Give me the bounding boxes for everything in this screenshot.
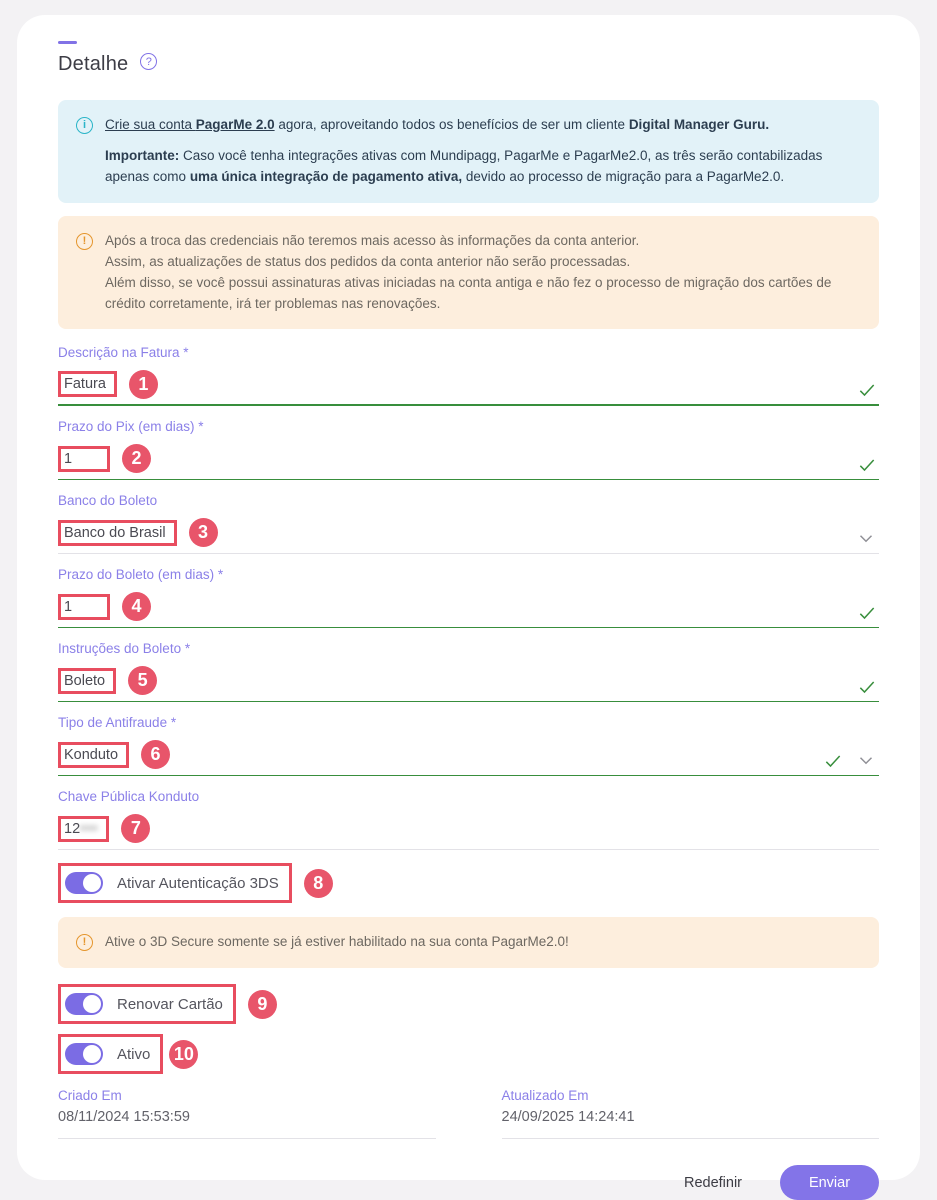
antifraud-type-select[interactable]: Konduto bbox=[64, 746, 119, 763]
boleto-instructions-input[interactable]: Boleto bbox=[64, 672, 106, 689]
annotation-rect-1 bbox=[58, 371, 117, 397]
updated-at-label: Atualizado Em bbox=[501, 1088, 589, 1104]
chevron-down-icon[interactable] bbox=[855, 749, 877, 771]
title-accent-dash bbox=[58, 41, 77, 44]
annotation-rect-8 bbox=[58, 863, 292, 903]
reset-button[interactable]: Redefinir bbox=[683, 1174, 742, 1191]
annotation-badge-8: 8 bbox=[304, 869, 333, 898]
invoice-description-input[interactable]: Fatura bbox=[64, 376, 106, 393]
field-label: Tipo de Antifraude * bbox=[58, 715, 177, 731]
created-at-label: Criado Em bbox=[58, 1088, 122, 1104]
toggle-label: Ativar Autenticação 3DS bbox=[117, 874, 279, 892]
info-icon: i bbox=[76, 117, 93, 134]
valid-check-icon bbox=[857, 380, 877, 400]
field-boleto-deadline bbox=[58, 567, 879, 628]
valid-check-icon bbox=[857, 603, 877, 623]
page-header bbox=[58, 41, 894, 76]
annotation-rect-10 bbox=[58, 1034, 163, 1074]
annotation-rect-6 bbox=[58, 742, 129, 768]
field-pix-deadline bbox=[58, 419, 879, 480]
annotation-rect-3 bbox=[58, 520, 177, 546]
konduto-public-key-input[interactable]: 12••• bbox=[64, 820, 99, 837]
warning-box bbox=[58, 216, 879, 330]
annotation-badge-6: 6 bbox=[141, 740, 170, 769]
toggle-row-renew-card bbox=[43, 984, 894, 1024]
created-at bbox=[58, 1088, 436, 1139]
masked-value: ••• bbox=[80, 820, 99, 837]
detail-card bbox=[17, 15, 920, 1191]
boleto-deadline-input[interactable]: 1 bbox=[64, 598, 73, 615]
field-boleto-instructions bbox=[58, 641, 879, 702]
field-konduto-public-key bbox=[58, 789, 879, 850]
form-actions bbox=[43, 1165, 894, 1200]
timestamps bbox=[43, 1088, 894, 1139]
annotation-rect-9 bbox=[58, 984, 236, 1024]
annotation-badge-4: 4 bbox=[122, 592, 151, 621]
pix-deadline-input[interactable]: 1 bbox=[64, 450, 73, 467]
page-title: Detalhe bbox=[58, 53, 129, 75]
annotation-badge-7: 7 bbox=[121, 814, 150, 843]
valid-check-icon bbox=[857, 455, 877, 475]
annotation-badge-3: 3 bbox=[189, 518, 218, 547]
warning-box-3ds bbox=[58, 917, 879, 968]
field-label: Prazo do Boleto (em dias) * bbox=[58, 567, 224, 583]
chevron-down-icon[interactable] bbox=[855, 527, 877, 549]
field-boleto-bank bbox=[58, 493, 879, 554]
3ds-toggle[interactable] bbox=[65, 872, 103, 894]
annotation-badge-5: 5 bbox=[128, 666, 157, 695]
boleto-bank-select[interactable]: Banco do Brasil bbox=[64, 524, 166, 541]
renew-card-toggle[interactable] bbox=[65, 993, 103, 1015]
created-at-value: 08/11/2024 15:53:59 bbox=[58, 1109, 190, 1126]
warning-icon: ! bbox=[76, 934, 93, 951]
field-label: Descrição na Fatura * bbox=[58, 345, 189, 361]
warning-icon: ! bbox=[76, 233, 93, 250]
annotation-badge-1: 1 bbox=[129, 370, 158, 399]
field-label: Chave Pública Konduto bbox=[58, 789, 200, 805]
annotation-badge-9: 9 bbox=[248, 990, 277, 1019]
active-toggle[interactable] bbox=[65, 1043, 103, 1065]
toggle-label: Ativo bbox=[117, 1045, 151, 1063]
field-label: Prazo do Pix (em dias) * bbox=[58, 419, 204, 435]
valid-check-icon bbox=[857, 677, 877, 697]
field-antifraud-type bbox=[58, 715, 879, 776]
warning-box-text: Após a troca das credenciais não teremos mais acesso às informações da conta anterior. Assim, as atualizações de status dos pedidos da conta anterior não serão processadas. Além disso, se você possui assinaturas ativas iniciadas na conta antiga e não fez o processo de migração dos cartões de crédito corretamente, irá ter problemas nas renovações. bbox=[105, 232, 832, 311]
annotation-rect-7 bbox=[58, 816, 109, 842]
submit-button[interactable]: Enviar bbox=[780, 1165, 879, 1200]
create-account-link[interactable]: Crie sua conta PagarMe 2.0 bbox=[105, 117, 275, 132]
field-label: Instruções do Boleto * bbox=[58, 641, 191, 657]
toggle-label: Renovar Cartão bbox=[117, 995, 223, 1013]
warning-box-3ds-text: Ative o 3D Secure somente se já estiver habilitado na sua conta PagarMe2.0! bbox=[105, 934, 569, 950]
annotation-rect-2 bbox=[58, 446, 110, 472]
toggle-row-3ds bbox=[43, 863, 894, 903]
updated-at-value: 24/09/2025 14:24:41 bbox=[501, 1109, 635, 1126]
annotation-badge-2: 2 bbox=[122, 444, 151, 473]
field-invoice-description bbox=[58, 345, 879, 406]
info-box-text: Crie sua conta PagarMe 2.0 agora, aproveitando todos os benefícios de ser um cliente Digital Manager Guru. Importante: Caso você tenha integrações ativas com Mundipagg, PagarMe e PagarMe2.0, as três serão contabilizadas apenas como uma única integração de pagamento ativa, devido ao processo de migração para a PagarMe2.0. bbox=[105, 117, 823, 184]
annotation-rect-4 bbox=[58, 594, 110, 620]
toggle-row-active bbox=[43, 1034, 894, 1074]
updated-at bbox=[502, 1088, 880, 1139]
info-box bbox=[58, 100, 879, 203]
annotation-rect-5 bbox=[58, 668, 116, 694]
help-icon[interactable]: ? bbox=[140, 53, 157, 70]
valid-check-icon bbox=[823, 751, 843, 771]
field-label: Banco do Boleto bbox=[58, 493, 158, 509]
annotation-badge-10: 10 bbox=[169, 1040, 198, 1069]
